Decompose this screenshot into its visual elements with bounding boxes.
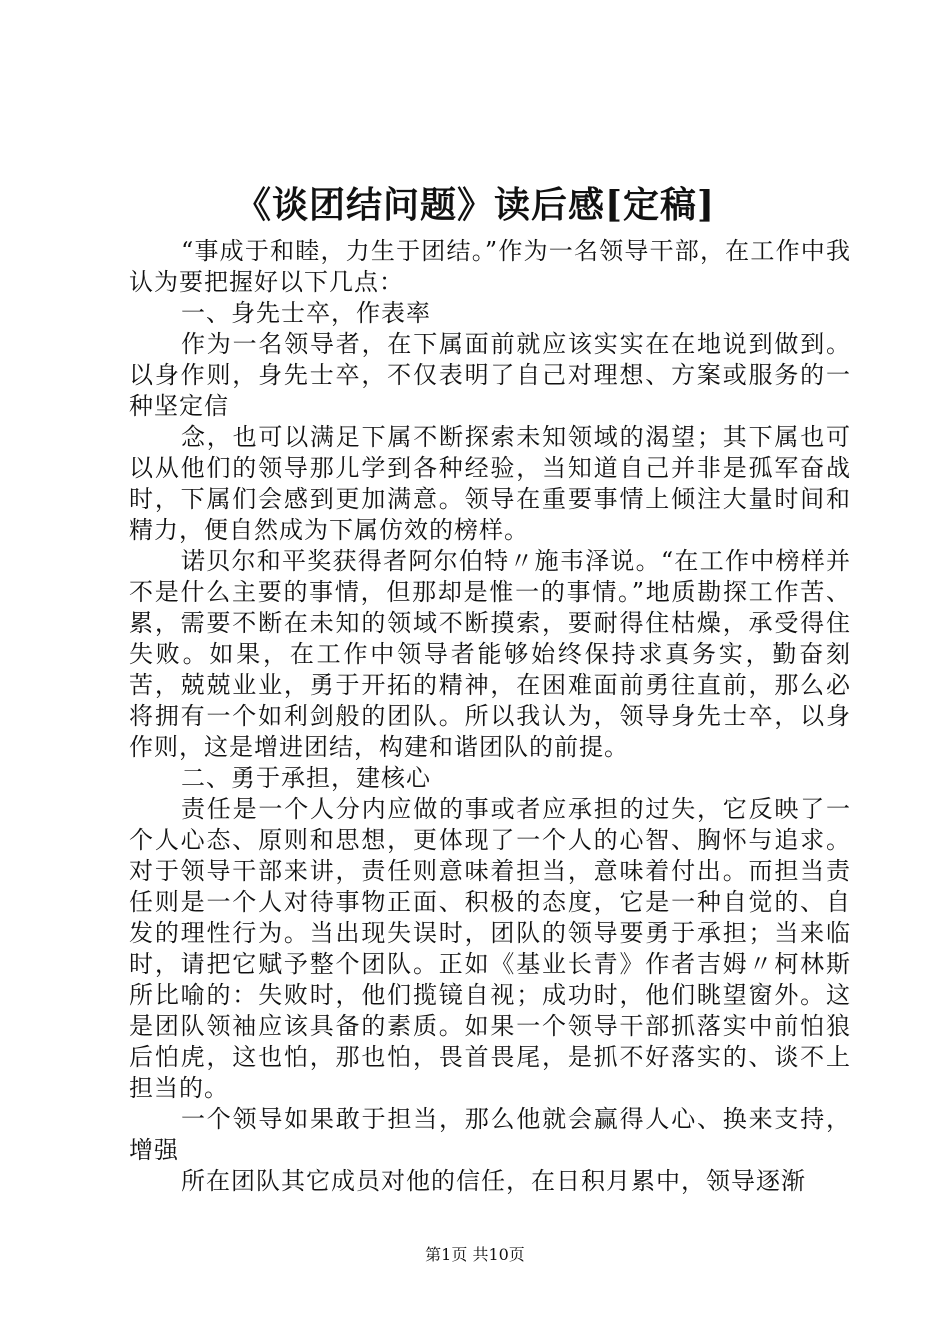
document-title: 《谈团结问题》读后感[定稿] [234, 184, 716, 226]
page-number-footer: 第1页 共10页 [425, 1245, 525, 1264]
document-body [129, 236, 851, 1197]
paragraph: 一个领导如果敢于担当，那么他就会赢得人心、换来支持，增强 [129, 1105, 851, 1164]
paragraph-intro: “事成于和睦，力生于团结。”作为一名领导干部，在工作中我认为要把握好以下几点： [129, 237, 851, 296]
paragraph: 作为一名领导者，在下属面前就应该实实在在地说到做到。以身作则，身先士卒，不仅表明了自己对理想、方案或服务的一种坚定信 [129, 330, 851, 420]
paragraph: 念，也可以满足下属不断探索未知领域的渴望；其下属也可以从他们的领导那儿学到各种经验，当知道自己并非是孤军奋战时，下属们会感到更加满意。领导在重要事情上倾注大量时间和精力，便自然成为下属仿效的榜样。 [129, 423, 851, 544]
section-heading-1: 一、身先士卒，作表率 [181, 299, 431, 327]
paragraph: 责任是一个人分内应做的事或者应承担的过失，它反映了一个人心态、原则和思想，更体现了一个人的心智、胸怀与追求。对于领导干部来讲，责任则意味着担当，意味着付出。而担当责任则是一个人对待事物正面、积极的态度，它是一种自觉的、自发的理性行为。当出现失误时，团队的领导要勇于承担；当来临时，请把它赋予整个团队。正如《基业长青》作者吉姆〃柯林斯所比喻的：失败时，他们揽镜自视；成功时，他们眺望窗外。这是团队领袖应该具备的素质。如果一个领导干部抓落实中前怕狼后怕虎，这也怕，那也怕，畏首畏尾，是抓不好落实的、谈不上担当的。 [129, 795, 851, 1102]
section-heading-2: 二、勇于承担，建核心 [181, 764, 431, 792]
paragraph: 诺贝尔和平奖获得者阿尔伯特〃施韦泽说。“在工作中榜样并不是什么主要的事情，但那却是惟一的事情。”地质勘探工作苦、累，需要不断在未知的领域不断摸索，要耐得住枯燥，承受得住失败。如果，在工作中领导者能够始终保持求真务实，勤奋刻苦，兢兢业业，勇于开拓的精神，在困难面前勇往直前，那么必将拥有一个如利剑般的团队。所以我认为，领导身先士卒，以身作则，这是增进团结，构建和谐团队的前提。 [129, 547, 851, 761]
paragraph: 所在团队其它成员对他的信任，在日积月累中，领导逐渐 [181, 1167, 806, 1195]
